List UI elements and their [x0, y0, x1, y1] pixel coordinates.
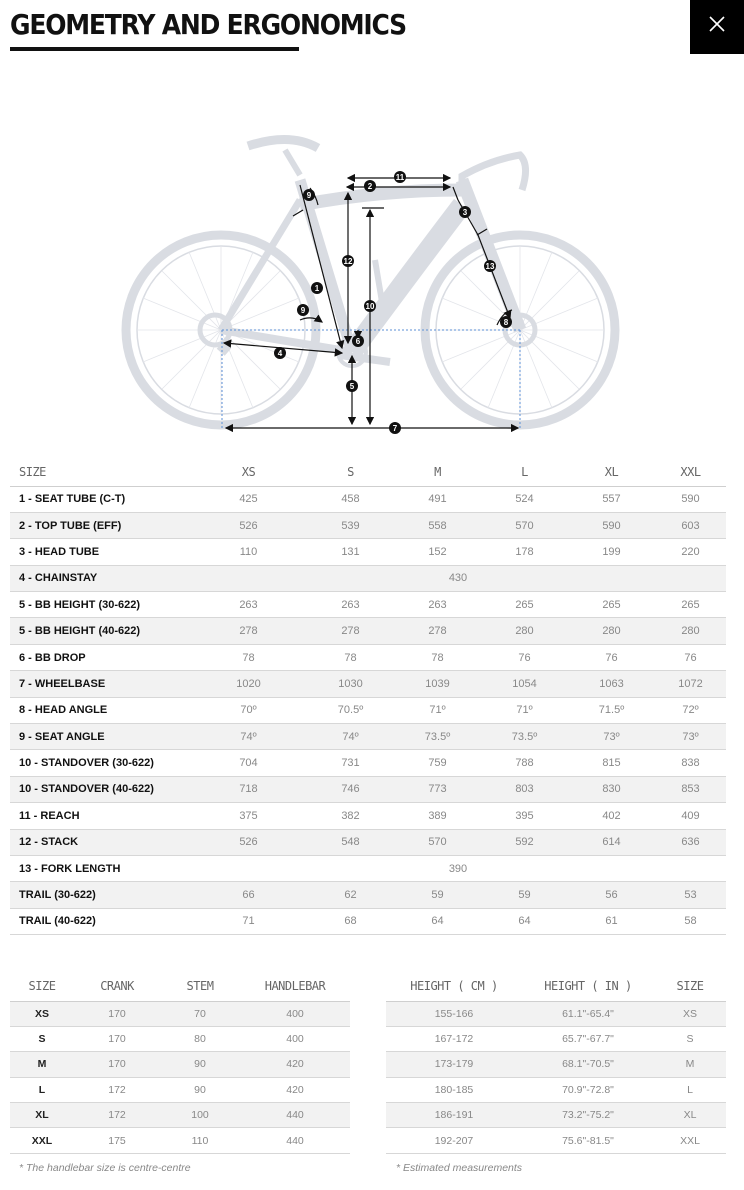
components-note: * The handlebar size is centre-centre	[19, 1162, 191, 1174]
components-header-size: SIZE	[10, 971, 74, 1001]
table-cell: 172	[74, 1103, 160, 1128]
svg-text:3: 3	[462, 208, 468, 217]
table-cell: 788	[481, 750, 568, 776]
table-row	[10, 1103, 350, 1128]
components-table	[10, 971, 350, 1154]
header-xxl: XXL	[655, 458, 726, 486]
table-cell: 614	[568, 829, 655, 855]
table-cell: 59	[394, 882, 481, 908]
table-cell: 731	[307, 750, 394, 776]
table-cell: 62	[307, 882, 394, 908]
table-cell: 420	[240, 1052, 350, 1077]
table-cell: 70º	[190, 697, 307, 723]
table-cell: 1072	[655, 671, 726, 697]
header-s: S	[307, 458, 394, 486]
table-cell: 278	[190, 618, 307, 644]
table-cell: 65.7"-67.7"	[522, 1026, 654, 1051]
table-cell: 71	[190, 908, 307, 934]
row-label: 10 - STANDOVER (30-622)	[10, 750, 190, 776]
row-label: 12 - STACK	[10, 829, 190, 855]
table-row	[10, 539, 726, 565]
table-cell: 73º	[655, 724, 726, 750]
table-cell: 1030	[307, 671, 394, 697]
header-xs: XS	[190, 458, 307, 486]
components-header-row	[10, 971, 350, 1001]
table-cell: 61.1"-65.4"	[522, 1001, 654, 1026]
table-cell: S	[654, 1026, 726, 1051]
table-cell: 175	[74, 1128, 160, 1153]
table-row	[10, 1128, 350, 1153]
table-cell: 90	[160, 1052, 240, 1077]
table-cell: 265	[481, 592, 568, 618]
table-row	[10, 697, 726, 723]
row-label: TRAIL (30-622)	[10, 882, 190, 908]
table-cell: 853	[655, 776, 726, 802]
table-cell: 64	[481, 908, 568, 934]
table-row	[10, 592, 726, 618]
badge-8	[500, 316, 512, 328]
table-cell: 838	[655, 750, 726, 776]
badge-7	[389, 422, 401, 434]
table-cell: XL	[10, 1103, 74, 1128]
svg-text:13: 13	[485, 262, 495, 271]
table-cell: 75.6"-81.5"	[522, 1128, 654, 1153]
table-cell: 440	[240, 1103, 350, 1128]
table-cell: 78	[190, 644, 307, 670]
table-cell: 73.5º	[394, 724, 481, 750]
bike-geometry-diagram	[0, 120, 744, 440]
table-cell: 458	[307, 486, 394, 512]
table-row	[10, 1077, 350, 1102]
table-row	[10, 750, 726, 776]
table-cell: 263	[394, 592, 481, 618]
row-label: 1 - SEAT TUBE (C-T)	[10, 486, 190, 512]
components-header-stem: STEM	[160, 971, 240, 1001]
row-label: 8 - HEAD ANGLE	[10, 697, 190, 723]
table-row	[10, 829, 726, 855]
table-row	[10, 671, 726, 697]
table-cell: XXL	[654, 1128, 726, 1153]
geometry-table	[10, 458, 726, 935]
table-row	[10, 803, 726, 829]
table-row	[386, 1077, 726, 1102]
table-cell: 400	[240, 1001, 350, 1026]
table-cell: 66	[190, 882, 307, 908]
row-label: 5 - BB HEIGHT (40-622)	[10, 618, 190, 644]
table-cell: 420	[240, 1077, 350, 1102]
table-cell: 76	[481, 644, 568, 670]
badge-9-bottom	[297, 304, 309, 316]
badge-13	[484, 260, 496, 272]
header-size: SIZE	[10, 458, 190, 486]
table-cell: 803	[481, 776, 568, 802]
table-cell: 56	[568, 882, 655, 908]
table-cell: 64	[394, 908, 481, 934]
table-cell: 59	[481, 882, 568, 908]
table-cell: 425	[190, 486, 307, 512]
table-row	[10, 855, 726, 881]
table-cell: 278	[394, 618, 481, 644]
badge-4	[274, 347, 286, 359]
table-cell: 263	[307, 592, 394, 618]
table-cell: 389	[394, 803, 481, 829]
table-cell: M	[10, 1052, 74, 1077]
table-cell: 265	[655, 592, 726, 618]
table-cell: 773	[394, 776, 481, 802]
table-cell: 590	[568, 512, 655, 538]
sizing-note: * Estimated measurements	[396, 1162, 523, 1174]
components-header-crank: CRANK	[74, 971, 160, 1001]
header-xl: XL	[568, 458, 655, 486]
table-cell: 280	[568, 618, 655, 644]
table-cell: 167-172	[386, 1026, 522, 1051]
table-cell: 76	[655, 644, 726, 670]
table-cell: 390	[190, 855, 726, 881]
table-cell: 80	[160, 1026, 240, 1051]
table-row	[386, 1001, 726, 1026]
table-cell: 70.5º	[307, 697, 394, 723]
table-cell: 68.1"-70.5"	[522, 1052, 654, 1077]
badge-2	[364, 180, 376, 192]
badge-6	[352, 335, 364, 347]
table-cell: 58	[655, 908, 726, 934]
svg-text:1: 1	[314, 284, 320, 293]
table-row	[10, 618, 726, 644]
table-cell: 170	[74, 1001, 160, 1026]
svg-text:9: 9	[300, 306, 306, 315]
table-cell: 592	[481, 829, 568, 855]
table-row	[10, 1026, 350, 1051]
table-cell: XXL	[10, 1128, 74, 1153]
table-row	[386, 1128, 726, 1153]
table-cell: 570	[481, 512, 568, 538]
title-underline	[10, 47, 299, 51]
table-row	[10, 724, 726, 750]
table-row	[10, 486, 726, 512]
table-cell: 73.2"-75.2"	[522, 1103, 654, 1128]
svg-text:2: 2	[367, 182, 373, 191]
svg-text:6: 6	[355, 337, 361, 346]
table-cell: 170	[74, 1052, 160, 1077]
table-cell: 1020	[190, 671, 307, 697]
svg-text:4: 4	[277, 349, 283, 358]
table-cell: 74º	[307, 724, 394, 750]
table-cell: 152	[394, 539, 481, 565]
table-cell: 430	[190, 565, 726, 591]
table-cell: 382	[307, 803, 394, 829]
table-cell: 526	[190, 512, 307, 538]
geometry-header-row	[10, 458, 726, 486]
table-cell: 280	[655, 618, 726, 644]
table-cell: 636	[655, 829, 726, 855]
table-cell: 590	[655, 486, 726, 512]
row-label: 9 - SEAT ANGLE	[10, 724, 190, 750]
table-cell: 220	[655, 539, 726, 565]
sizing-header-size: SIZE	[654, 971, 726, 1001]
table-row	[10, 908, 726, 934]
table-cell: 278	[307, 618, 394, 644]
table-cell: 155-166	[386, 1001, 522, 1026]
row-label: 2 - TOP TUBE (EFF)	[10, 512, 190, 538]
table-cell: 400	[240, 1026, 350, 1051]
row-label: 11 - REACH	[10, 803, 190, 829]
table-cell: 73.5º	[481, 724, 568, 750]
row-label: 4 - CHAINSTAY	[10, 565, 190, 591]
table-cell: 539	[307, 512, 394, 538]
table-cell: 491	[394, 486, 481, 512]
table-cell: 603	[655, 512, 726, 538]
table-cell: 71.5º	[568, 697, 655, 723]
sizing-header-height-in: HEIGHT ( IN )	[522, 971, 654, 1001]
svg-text:8: 8	[503, 318, 509, 327]
table-cell: 830	[568, 776, 655, 802]
table-cell: 524	[481, 486, 568, 512]
table-cell: 395	[481, 803, 568, 829]
table-cell: 263	[190, 592, 307, 618]
table-cell: 178	[481, 539, 568, 565]
table-cell: 704	[190, 750, 307, 776]
table-cell: 402	[568, 803, 655, 829]
row-label: 10 - STANDOVER (40-622)	[10, 776, 190, 802]
table-row	[386, 1026, 726, 1051]
table-cell: 440	[240, 1128, 350, 1153]
table-cell: 199	[568, 539, 655, 565]
table-cell: XS	[654, 1001, 726, 1026]
header-l: L	[481, 458, 568, 486]
table-cell: 759	[394, 750, 481, 776]
table-row	[386, 1103, 726, 1128]
table-cell: 173-179	[386, 1052, 522, 1077]
table-cell: 70.9"-72.8"	[522, 1077, 654, 1102]
table-cell: 192-207	[386, 1128, 522, 1153]
table-cell: 78	[307, 644, 394, 670]
badge-12	[342, 255, 354, 267]
table-cell: 1054	[481, 671, 568, 697]
table-cell: 71º	[481, 697, 568, 723]
table-cell: XL	[654, 1103, 726, 1128]
row-label: 7 - WHEELBASE	[10, 671, 190, 697]
table-cell: 375	[190, 803, 307, 829]
badge-5	[346, 380, 358, 392]
table-cell: 100	[160, 1103, 240, 1128]
row-label: 3 - HEAD TUBE	[10, 539, 190, 565]
table-cell: 73º	[568, 724, 655, 750]
table-cell: 78	[394, 644, 481, 670]
table-cell: 170	[74, 1026, 160, 1051]
table-row	[10, 776, 726, 802]
table-cell: 74º	[190, 724, 307, 750]
table-cell: 131	[307, 539, 394, 565]
table-cell: 265	[568, 592, 655, 618]
table-row	[10, 512, 726, 538]
components-header-handlebar: HANDLEBAR	[240, 971, 350, 1001]
table-cell: 570	[394, 829, 481, 855]
table-cell: 70	[160, 1001, 240, 1026]
close-button[interactable]	[690, 0, 744, 54]
row-label: 6 - BB DROP	[10, 644, 190, 670]
badge-3	[459, 206, 471, 218]
table-cell: 718	[190, 776, 307, 802]
table-cell: S	[10, 1026, 74, 1051]
badge-9-top	[303, 189, 315, 201]
table-cell: 409	[655, 803, 726, 829]
badge-1	[311, 282, 323, 294]
table-cell: M	[654, 1052, 726, 1077]
table-row	[10, 1052, 350, 1077]
table-cell: 1063	[568, 671, 655, 697]
table-row	[10, 1001, 350, 1026]
close-icon	[709, 16, 725, 32]
table-cell: 72º	[655, 697, 726, 723]
table-cell: 280	[481, 618, 568, 644]
sizing-header-height-cm: HEIGHT ( CM )	[386, 971, 522, 1001]
table-cell: 53	[655, 882, 726, 908]
svg-text:12: 12	[343, 257, 353, 266]
table-cell: 68	[307, 908, 394, 934]
table-cell: 186-191	[386, 1103, 522, 1128]
table-row	[10, 644, 726, 670]
table-cell: 558	[394, 512, 481, 538]
svg-text:5: 5	[349, 382, 355, 391]
badge-11	[394, 171, 406, 183]
table-cell: L	[10, 1077, 74, 1102]
svg-text:11: 11	[395, 173, 405, 182]
page-title: GEOMETRY AND ERGONOMICS	[10, 8, 406, 41]
table-cell: L	[654, 1077, 726, 1102]
badge-10	[364, 300, 376, 312]
table-cell: 526	[190, 829, 307, 855]
table-cell: 110	[160, 1128, 240, 1153]
table-cell: 110	[190, 539, 307, 565]
table-cell: 90	[160, 1077, 240, 1102]
table-cell: 180-185	[386, 1077, 522, 1102]
table-cell: XS	[10, 1001, 74, 1026]
table-cell: 1039	[394, 671, 481, 697]
table-cell: 71º	[394, 697, 481, 723]
svg-text:10: 10	[365, 302, 375, 311]
table-cell: 76	[568, 644, 655, 670]
table-cell: 557	[568, 486, 655, 512]
table-cell: 172	[74, 1077, 160, 1102]
table-cell: 61	[568, 908, 655, 934]
sizing-table	[386, 971, 726, 1154]
svg-text:9: 9	[306, 191, 312, 200]
table-cell: 548	[307, 829, 394, 855]
row-label: TRAIL (40-622)	[10, 908, 190, 934]
row-label: 13 - FORK LENGTH	[10, 855, 190, 881]
table-row	[386, 1052, 726, 1077]
sizing-header-row	[386, 971, 726, 1001]
header-m: M	[394, 458, 481, 486]
table-cell: 746	[307, 776, 394, 802]
table-row	[10, 565, 726, 591]
table-cell: 815	[568, 750, 655, 776]
svg-text:7: 7	[392, 424, 398, 433]
row-label: 5 - BB HEIGHT (30-622)	[10, 592, 190, 618]
table-row	[10, 882, 726, 908]
